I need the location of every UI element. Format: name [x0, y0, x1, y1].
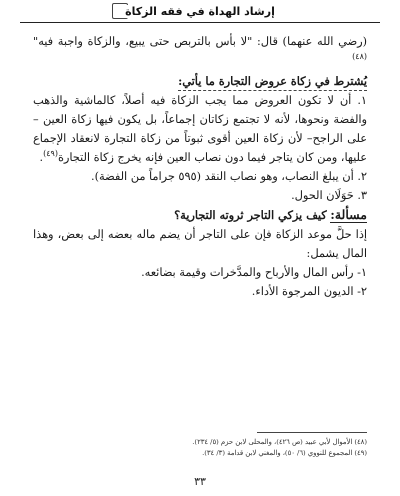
section-heading: يُشترط في زكاة عروض التجارة ما يأتي: [178, 73, 367, 91]
condition-item [33, 167, 367, 186]
masala-question: كيف يزكي التاجر ثروته التجارية؟ [174, 208, 327, 222]
condition-item: ١. أن لا تكون العروض مما يجب الزكاة فيه أصلاً، كالماشية والذهب والفضة ونحوها، لأنه لا تجتمع زكاتان إجماعاً، بل يكون فيها زكاة العين –على الراجح– لأن زكاة العين أقوى ثبوتاً من زكاة التجارة لانعقاد الإجماع عليها، ومن كان يتاجر فيما دون نصاب العين فإنه يخرج زكاة التجارة$^{(٤٩)}$. [33, 94, 367, 164]
footnote-divider [257, 432, 367, 433]
footnote: (٤٩) المجموع للنووي (٦/ ٥٠)، والمغني لابن قدامة (٣/ ٣٤). [202, 449, 367, 457]
condition-item [33, 186, 367, 205]
running-header [20, 0, 380, 23]
footnote-ref: (٤٩) [43, 149, 58, 159]
masala-item: ٢- الديون المرجوة الأداء. [251, 285, 367, 298]
condition-text: ١. أن لا تكون العروض مما يجب الزكاة فيه أصلاً، كالماشية والذهب والفضة ونحوها، لأنه لا تجتمع زكاتان إجماعاً، بل يكون فيها زكاة العين –على الراجح– لأن زكاة العين أقوى ثبوتاً من زكاة التجارة لانعقاد الإجماع عليها، ومن كان يتاجر فيما دون نصاب العين فإنه يخرج زكاة التجارة [33, 94, 367, 164]
masala-item: ١- رأس المال والأرباح والمدَّخرات وقيمة بضائعه. [141, 266, 367, 279]
page-number: ٣٣ [194, 475, 206, 488]
page-body [33, 32, 367, 301]
masala-paragraph [33, 205, 367, 225]
masala-label: مسألة: [330, 207, 367, 222]
footnotes [33, 437, 367, 459]
footnote: (٤٨) الأموال لأبي عبيد (ص ٤٢٦)، والمحلى لابن حزم (٥/ ٢٣٤). [192, 438, 367, 446]
intro-text: (رضي الله عنهما) قال: "لا بأس بالتربص حتى يبيع، والزكاة واجبة فيه" [33, 35, 367, 48]
condition-text: ٢. أن يبلغ النصاب، وهو نصاب النقد (٥٩٥ جراماً من الفضة). [91, 170, 367, 183]
header-title: إرشاد الهداة في فقه الزكاة [119, 5, 281, 18]
intro-paragraph [33, 32, 367, 70]
condition-text: ٣. حَوَلَان الحول. [291, 189, 367, 202]
footnote-ref: (٤٨) [352, 52, 367, 62]
masala-answer: إذا حلَّ موعد الزكاة فإن على التاجر أن يضم ماله بعضه إلى بعض، وهذا المال يشمل: [33, 228, 367, 260]
